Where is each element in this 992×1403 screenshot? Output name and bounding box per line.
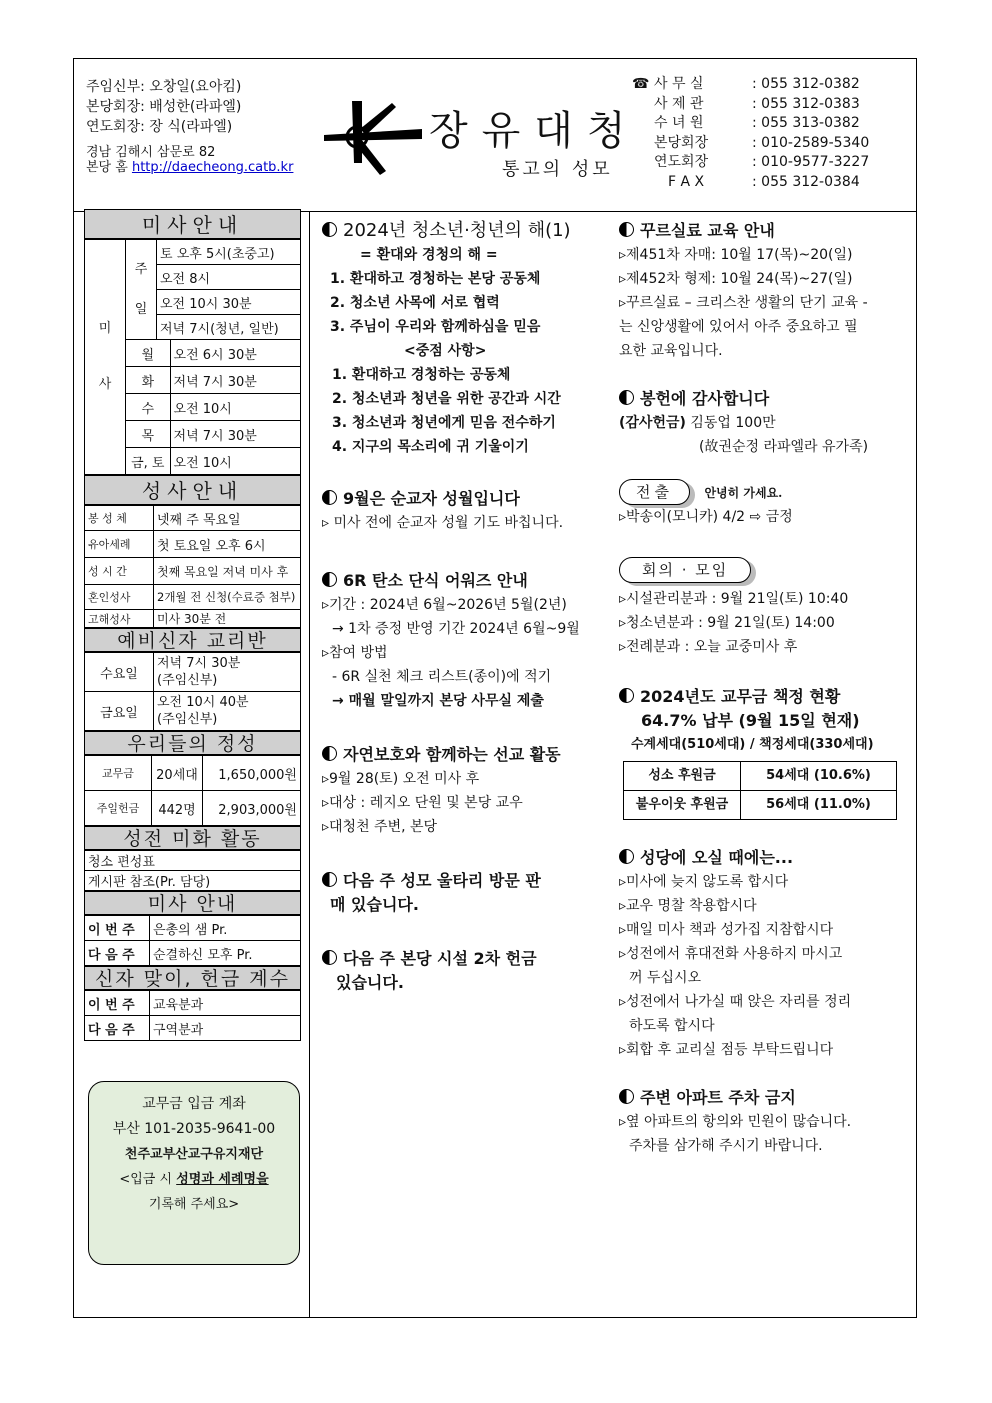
sunday-time: 오전 10시 30분: [157, 290, 301, 315]
half-circle-icon: [619, 688, 634, 703]
left-column: [84, 209, 301, 1041]
header: [74, 59, 916, 212]
address: 경남 김해시 삼문로 82: [86, 145, 216, 160]
support-table: 성소 후원금 54세대 (10.6%) 불우이웃 후원금 56세대 (11.0%): [623, 761, 897, 820]
half-circle-icon: [322, 572, 337, 587]
half-circle-icon: [322, 746, 337, 761]
cross-logo-icon: [324, 99, 424, 183]
mass-guide-table: 이 번 주 은총의 샘 Pr. 다 음 주 순결하신 모후 Pr.: [84, 915, 301, 966]
catechumen-section-title: 예비신자 교리반: [84, 628, 301, 652]
half-circle-icon: [322, 872, 337, 887]
sacrament-section-title: 성사안내: [84, 475, 301, 505]
catechumen-table: 수요일 저녁 7시 30분 (주임신부) 금요일 오전 10시 40분 (주임신부): [84, 652, 301, 731]
bank-account-box: 교무금 입금 계좌 부산 101-2035-9641-00 천주교부산교구유지재단 <입금 시 성명과 세례명을 기록해 주세요>: [88, 1081, 300, 1265]
bulletin-subtitle: 통고의 성모: [502, 159, 613, 180]
welcome-section-title: 신자 맞이, 헌금 계수: [84, 966, 301, 990]
clergy-info: [86, 77, 293, 175]
priest-name: 주임신부: 오창일(요아킴): [86, 79, 242, 95]
sunday-time: 토 오후 5시(초중고): [157, 240, 301, 265]
homepage-link[interactable]: http://daecheong.catb.kr: [131, 160, 294, 175]
mass-schedule-table: 미 사 주 일 토 오후 5시(초중고) 오전 8시 오전 10시 30분 저녁 7시(청년, 일반) 월 오전 6시 30분 화 저녁 7시 30분 수 오전 10시 목 저녁 7시 30분 금, 토 오전 10시: [84, 239, 301, 475]
half-circle-icon: [322, 222, 337, 237]
phone-icon: ☎: [632, 76, 650, 92]
sacrament-table: 봉 성 체 넷째 주 목요일 유아세례 첫 토요일 오후 6시 성 시 간 첫째 목요일 저녁 미사 후 혼인성사 2개월 전 신청(수료증 첨부) 고해성사 미사 30분 전: [84, 505, 301, 628]
middle-column: 2024년 청소년·청년의 해(1) = 환대와 경청의 해 = 1. 환대하고 경청하는 본당 공동체 2. 청소년 사목에 서로 협력 3. 주님이 우리와 함께하심을 믿음 <중점 사항> 1. 환대하고 경청하는 공동체 2. 청소년과 청년을 위한 공간과 시간 3. 청소년과 청년에게 믿음 전수하기 4. 지구의 목소리에 귀 기울이기 9월은 순교자 성월입니다 ▹ 미사 전에 순교자 성월 기도 바칩니다. 6R 탄소 단식 어워즈 안내 ▹기간 : 2024년 6월~2026년 5월(2년) → 1차 증정 반영 기간 2024년 6월~9월 ▹참여 방법 - 6R 실천 체크 리스트(종이)에 적기 → 매월 말일까지 본당 사무실 제출 자연보호와 함께하는 선교 활동 ▹9월 28(토) 오전 미사 후 ▹대상 : 레지오 단원 및 본당 교우 ▹대청천 주변, 본당 다음 주 성모 울타리 방문 판 매 있습니다. 다음 주 본당 시설 2차 헌금 있습니다.: [322, 220, 580, 992]
youth-year-title: 2024년 청소년·청년의 해(1): [343, 220, 571, 241]
right-column: 꾸르실료 교육 안내 ▹제451차 자매: 10월 17(목)~20(일) ▹제452차 형제: 10월 24(목)~27(일) ▹꾸르실료 – 크리스찬 생활의 단기 교육 - 는 신앙생활에 있어서 아주 중요하고 필 요한 교육입니다. 봉헌에 감사합니다 (감사헌금) 김동업 100만 (故권순정 라파엘라 유가족) 전출 안녕히 가세요. ▹박송이(모니카) 4/2 ⇨ 금정 회의 · 모임 ▹시설관리분과 : 9월 21일(토) 10:40 ▹청소년분과 : 9월 21일(토) 14:00 ▹전례분과 : 오늘 교중미사 후 2024년도 교무금 책정 현황 64.7% 납부 (9월 15일 현재) 수계세대(510세대) / 책정세대(330세대) 성소 후원금 54세대 (10.6%) 불우이웃 후원금 56세대 (11.0%) 성당에 오실 때에는... ▹미사에 늦지 않도록 합시다 ▹교우 명찰 착용합시다 ▹매일 미사 책과 성가집 지참합시다 ▹성전에서 휴대전화 사용하지 마시고 꺼 두십시오 ▹성전에서 나가실 때 앉은 자리를 정리 하도록 합시다 ▹회합 후 교리실 점등 부탁드립니다 주변 아파트 주차 금지 ▹옆 아파트의 항의와 민원이 많습니다. 주차를 삼가해 주시기 바랍니다.: [619, 219, 909, 1158]
half-circle-icon: [322, 950, 337, 965]
meeting-pill: 회의 · 모임: [619, 557, 751, 583]
contact-list: ☎ 사 무 실 : 055 312-0382 사 제 관 : 055 312-0383 수 녀 원 : 055 313-0382 본당회장 : 010-2589-5340 연도회장 : 010-9577-3227 F A X : 055 312-0384: [632, 76, 870, 190]
half-circle-icon: [619, 222, 634, 237]
half-circle-icon: [322, 490, 337, 505]
offering-table: 교무금 20세대 1,650,000원 주일헌금 442명 2,903,000원: [84, 755, 301, 826]
sunday-time: 저녁 7시(청년, 일반): [157, 315, 301, 340]
welcome-table: 이 번 주 교육분과 다 음 주 구역분과: [84, 990, 301, 1041]
half-circle-icon: [619, 1089, 634, 1104]
bulletin-title: 장유대청: [429, 108, 640, 154]
mass-guide-section-title: 미사 안내: [84, 891, 301, 915]
vice-name: 연도회장: 장 식(라파엘): [86, 119, 233, 135]
bulletin-frame: [73, 58, 917, 1318]
mass-section-title: 미사안내: [84, 209, 301, 239]
transfer-out-pill: 전출: [619, 479, 690, 505]
homepage-label: 본당 홈: [86, 160, 128, 175]
president-name: 본당회장: 배성한(라파엘): [86, 99, 242, 115]
beautify-section-title: 성전 미화 활동: [84, 826, 301, 850]
sunday-time: 오전 8시: [157, 265, 301, 290]
half-circle-icon: [619, 390, 634, 405]
beautify-table: 청소 편성표 게시판 참조(Pr. 담당): [84, 850, 301, 891]
column-divider: [309, 211, 310, 1317]
half-circle-icon: [619, 849, 634, 864]
offering-section-title: 우리들의 정성: [84, 731, 301, 755]
